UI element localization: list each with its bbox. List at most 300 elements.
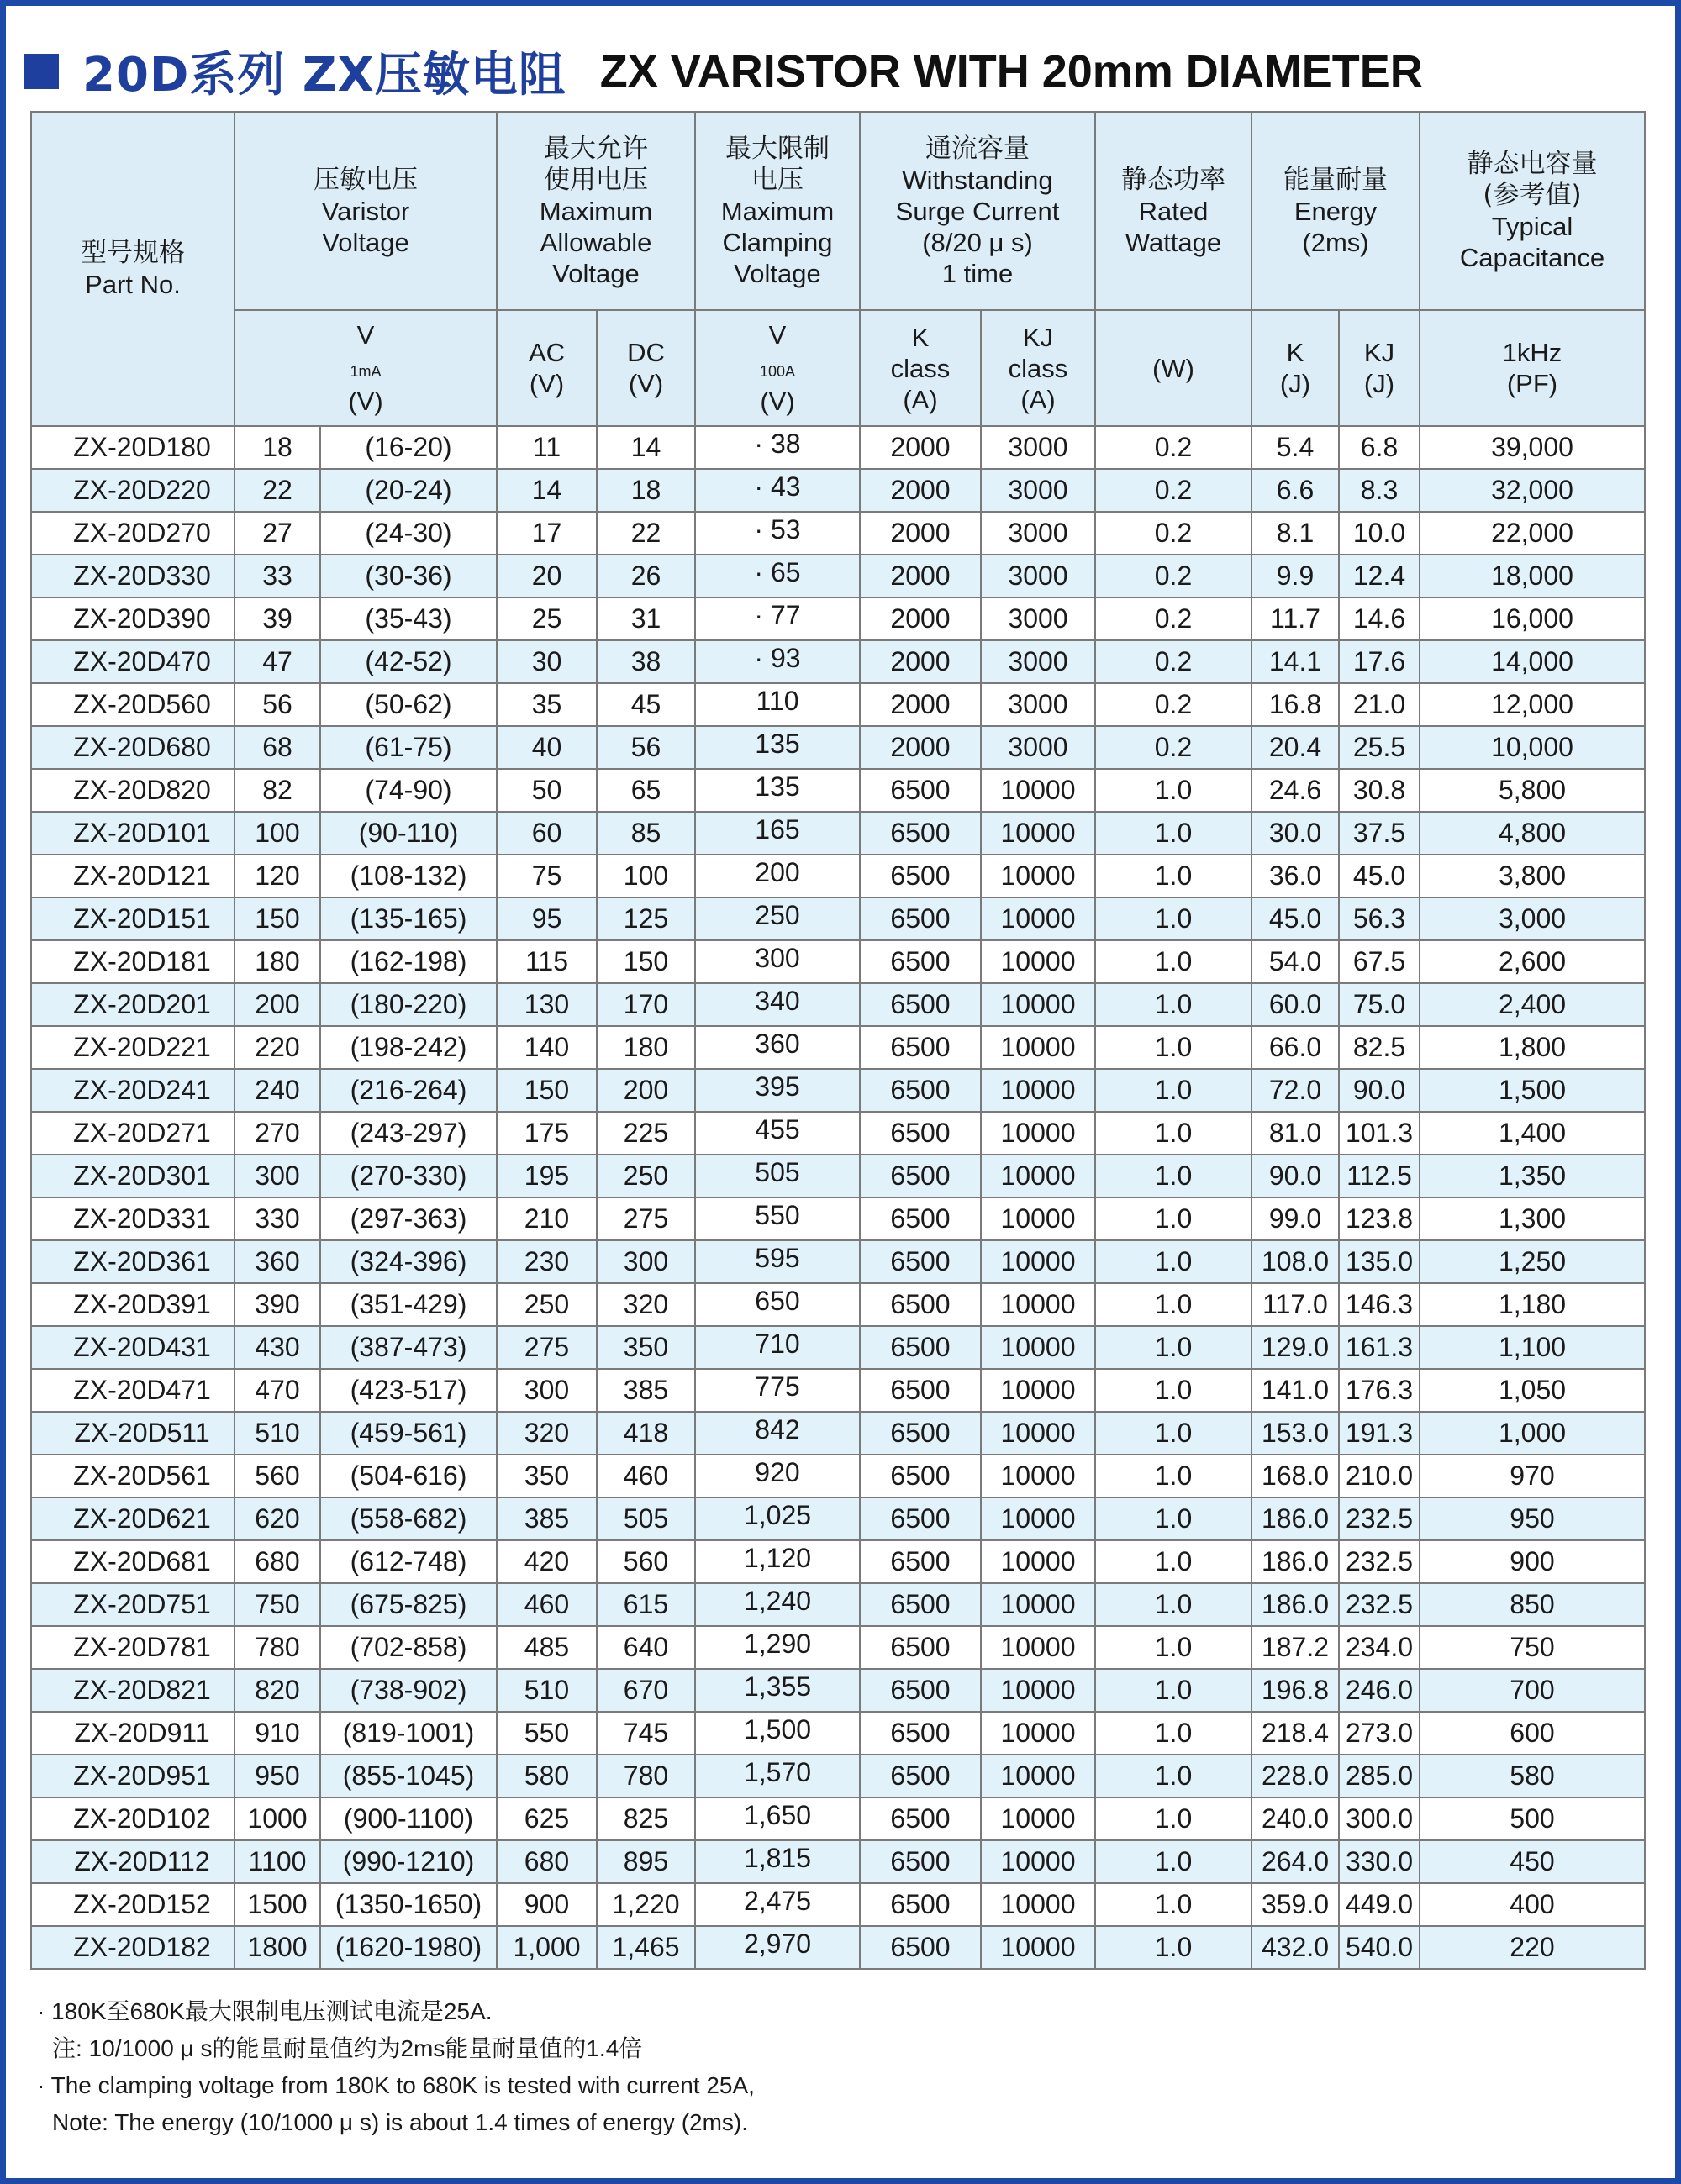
cell-voltage-range: (50-62) (320, 683, 497, 726)
cell-capacitance: 3,000 (1420, 897, 1645, 940)
cell-dc-voltage: 26 (597, 555, 695, 597)
cell-wattage: 1.0 (1095, 1283, 1252, 1326)
cell-wattage: 1.0 (1095, 1369, 1252, 1412)
cell-dc-voltage: 85 (597, 812, 695, 855)
cell-wattage: 1.0 (1095, 1326, 1252, 1369)
cell-dc-voltage: 170 (597, 983, 695, 1026)
cell-energy-kj: 21.0 (1339, 683, 1420, 726)
cell-capacitance: 950 (1420, 1497, 1645, 1540)
cell-dc-voltage: 150 (597, 940, 695, 983)
cell-surge-kj: 10000 (981, 1155, 1095, 1197)
table-row (31, 1883, 1645, 1926)
cell-ac-voltage: 350 (497, 1455, 597, 1497)
cell-capacitance: 970 (1420, 1455, 1645, 1497)
header-surge-current: 通流容量 Withstanding Surge Current (8/20 μ s) 1 time (860, 112, 1095, 310)
cell-surge-k: 6500 (860, 1455, 981, 1497)
cell-energy-k: 81.0 (1252, 1112, 1339, 1155)
cell-part-no: ZX-20D781 (31, 1626, 234, 1669)
cell-energy-kj: 75.0 (1339, 983, 1420, 1026)
cell-ac-voltage: 40 (497, 726, 597, 769)
cell-surge-kj: 10000 (981, 1712, 1095, 1755)
cell-surge-kj: 10000 (981, 1455, 1095, 1497)
cell-ac-voltage: 1,000 (497, 1926, 597, 1969)
table-row (31, 640, 1645, 683)
table-row (31, 1540, 1645, 1583)
cell-energy-k: 218.4 (1252, 1712, 1339, 1755)
cell-wattage: 1.0 (1095, 1155, 1252, 1197)
cell-dc-voltage: 505 (597, 1497, 695, 1540)
cell-varistor-voltage: 780 (234, 1626, 320, 1669)
cell-surge-k: 2000 (860, 640, 981, 683)
cell-surge-k: 6500 (860, 1283, 981, 1326)
cell-surge-k: 6500 (860, 897, 981, 940)
cell-ac-voltage: 320 (497, 1412, 597, 1455)
cell-part-no: ZX-20D101 (31, 812, 234, 855)
cell-energy-kj: 449.0 (1339, 1883, 1420, 1926)
header-energy: 能量耐量 Energy (2ms) (1252, 112, 1420, 310)
cell-ac-voltage: 130 (497, 983, 597, 1026)
header-v100a: V $_{100A}$ (V) (695, 310, 860, 426)
cell-surge-k: 6500 (860, 1412, 981, 1455)
cell-surge-kj: 10000 (981, 1540, 1095, 1583)
cell-energy-kj: 82.5 (1339, 1026, 1420, 1069)
cell-capacitance: 1,000 (1420, 1412, 1645, 1455)
cell-varistor-voltage: 300 (234, 1155, 320, 1197)
cell-part-no: ZX-20D820 (31, 769, 234, 812)
cell-capacitance: 16,000 (1420, 597, 1645, 640)
cell-clamping-voltage: 250 (695, 897, 860, 940)
cell-capacitance: 2,600 (1420, 940, 1645, 983)
cell-clamping-voltage: 775 (695, 1369, 860, 1412)
cell-clamping-voltage: · 43 (695, 469, 860, 512)
cell-ac-voltage: 550 (497, 1712, 597, 1755)
cell-surge-k: 2000 (860, 726, 981, 769)
cell-wattage: 1.0 (1095, 769, 1252, 812)
table-row (31, 726, 1645, 769)
cell-part-no: ZX-20D911 (31, 1712, 234, 1755)
cell-dc-voltage: 780 (597, 1755, 695, 1797)
cell-varistor-voltage: 1500 (234, 1883, 320, 1926)
table-row (31, 1755, 1645, 1797)
cell-dc-voltage: 300 (597, 1240, 695, 1283)
cell-varistor-voltage: 68 (234, 726, 320, 769)
cell-capacitance: 900 (1420, 1540, 1645, 1583)
cell-ac-voltage: 625 (497, 1797, 597, 1840)
page-title (24, 34, 1423, 109)
cell-surge-kj: 10000 (981, 855, 1095, 897)
cell-ac-voltage: 95 (497, 897, 597, 940)
cell-varistor-voltage: 680 (234, 1540, 320, 1583)
cell-wattage: 1.0 (1095, 1583, 1252, 1626)
cell-clamping-voltage: 1,240 (695, 1583, 860, 1626)
cell-wattage: 1.0 (1095, 1797, 1252, 1840)
cell-voltage-range: (387-473) (320, 1326, 497, 1369)
cell-part-no: ZX-20D361 (31, 1240, 234, 1283)
cell-capacitance: 1,300 (1420, 1197, 1645, 1240)
cell-surge-k: 2000 (860, 555, 981, 597)
cell-surge-kj: 10000 (981, 1412, 1095, 1455)
cell-voltage-range: (351-429) (320, 1283, 497, 1326)
cell-energy-kj: 112.5 (1339, 1155, 1420, 1197)
cell-wattage: 0.2 (1095, 683, 1252, 726)
cell-part-no: ZX-20D951 (31, 1755, 234, 1797)
cell-surge-k: 6500 (860, 1883, 981, 1926)
cell-capacitance: 1,400 (1420, 1112, 1645, 1155)
cell-capacitance: 220 (1420, 1926, 1645, 1969)
cell-energy-kj: 232.5 (1339, 1497, 1420, 1540)
table-row (31, 769, 1645, 812)
cell-surge-kj: 10000 (981, 769, 1095, 812)
cell-wattage: 1.0 (1095, 983, 1252, 1026)
cell-capacitance: 600 (1420, 1712, 1645, 1755)
cell-varistor-voltage: 270 (234, 1112, 320, 1155)
cell-surge-kj: 10000 (981, 940, 1095, 983)
cell-part-no: ZX-20D681 (31, 1540, 234, 1583)
cell-clamping-voltage: 550 (695, 1197, 860, 1240)
header-surge-kj-class: KJ class (A) (981, 310, 1095, 426)
cell-clamping-voltage: 360 (695, 1026, 860, 1069)
cell-clamping-voltage: 300 (695, 940, 860, 983)
cell-voltage-range: (162-198) (320, 940, 497, 983)
cell-dc-voltage: 65 (597, 769, 695, 812)
cell-energy-kj: 273.0 (1339, 1712, 1420, 1755)
cell-wattage: 1.0 (1095, 1412, 1252, 1455)
cell-wattage: 1.0 (1095, 1712, 1252, 1755)
cell-ac-voltage: 17 (497, 512, 597, 555)
title-chinese: 20D系列 ZX压敏电阻 (82, 48, 566, 103)
cell-varistor-voltage: 27 (234, 512, 320, 555)
cell-energy-kj: 6.8 (1339, 426, 1420, 469)
cell-clamping-voltage: 135 (695, 769, 860, 812)
cell-voltage-range: (135-165) (320, 897, 497, 940)
cell-surge-kj: 10000 (981, 1369, 1095, 1412)
cell-energy-k: 196.8 (1252, 1669, 1339, 1712)
cell-energy-k: 108.0 (1252, 1240, 1339, 1283)
cell-part-no: ZX-20D680 (31, 726, 234, 769)
cell-surge-kj: 3000 (981, 426, 1095, 469)
cell-capacitance: 1,800 (1420, 1026, 1645, 1069)
cell-part-no: ZX-20D470 (31, 640, 234, 683)
cell-energy-kj: 232.5 (1339, 1540, 1420, 1583)
cell-varistor-voltage: 910 (234, 1712, 320, 1755)
cell-dc-voltage: 180 (597, 1026, 695, 1069)
cell-wattage: 1.0 (1095, 855, 1252, 897)
cell-varistor-voltage: 750 (234, 1583, 320, 1626)
cell-energy-k: 186.0 (1252, 1540, 1339, 1583)
cell-surge-kj: 3000 (981, 469, 1095, 512)
cell-varistor-voltage: 390 (234, 1283, 320, 1326)
header-row-2 (31, 310, 1645, 426)
cell-clamping-voltage: 1,500 (695, 1712, 860, 1755)
header-varistor-voltage: 压敏电压 Varistor Voltage (234, 112, 497, 310)
cell-surge-k: 6500 (860, 983, 981, 1026)
cell-ac-voltage: 20 (497, 555, 597, 597)
cell-capacitance: 12,000 (1420, 683, 1645, 726)
cell-surge-kj: 10000 (981, 1669, 1095, 1712)
cell-varistor-voltage: 120 (234, 855, 320, 897)
cell-varistor-voltage: 360 (234, 1240, 320, 1283)
cell-energy-kj: 30.8 (1339, 769, 1420, 812)
cell-wattage: 1.0 (1095, 1626, 1252, 1669)
cell-surge-kj: 10000 (981, 1840, 1095, 1883)
cell-voltage-range: (35-43) (320, 597, 497, 640)
cell-capacitance: 10,000 (1420, 726, 1645, 769)
header-typical-capacitance: 静态电容量 (参考值) Typical Capacitance (1420, 112, 1645, 310)
table-row (31, 1326, 1645, 1369)
cell-clamping-voltage: 710 (695, 1326, 860, 1369)
cell-dc-voltage: 640 (597, 1626, 695, 1669)
cell-ac-voltage: 35 (497, 683, 597, 726)
cell-surge-k: 6500 (860, 1497, 981, 1540)
cell-energy-kj: 90.0 (1339, 1069, 1420, 1112)
cell-part-no: ZX-20D180 (31, 426, 234, 469)
cell-clamping-voltage: 110 (695, 683, 860, 726)
cell-ac-voltage: 115 (497, 940, 597, 983)
cell-varistor-voltage: 180 (234, 940, 320, 983)
cell-dc-voltage: 275 (597, 1197, 695, 1240)
cell-surge-k: 6500 (860, 1797, 981, 1840)
cell-part-no: ZX-20D201 (31, 983, 234, 1026)
cell-energy-k: 8.1 (1252, 512, 1339, 555)
cell-energy-k: 168.0 (1252, 1455, 1339, 1497)
cell-ac-voltage: 75 (497, 855, 597, 897)
cell-surge-kj: 10000 (981, 983, 1095, 1026)
table-row (31, 1155, 1645, 1197)
cell-dc-voltage: 895 (597, 1840, 695, 1883)
cell-energy-kj: 300.0 (1339, 1797, 1420, 1840)
cell-voltage-range: (16-20) (320, 426, 497, 469)
cell-surge-k: 6500 (860, 1369, 981, 1412)
cell-surge-kj: 10000 (981, 1026, 1095, 1069)
cell-varistor-voltage: 510 (234, 1412, 320, 1455)
cell-varistor-voltage: 820 (234, 1669, 320, 1712)
table-row (31, 1840, 1645, 1883)
cell-dc-voltage: 45 (597, 683, 695, 726)
cell-wattage: 0.2 (1095, 726, 1252, 769)
cell-energy-kj: 12.4 (1339, 555, 1420, 597)
cell-energy-k: 5.4 (1252, 426, 1339, 469)
cell-clamping-voltage: 1,815 (695, 1840, 860, 1883)
cell-ac-voltage: 420 (497, 1540, 597, 1583)
cell-varistor-voltage: 1000 (234, 1797, 320, 1840)
cell-varistor-voltage: 18 (234, 426, 320, 469)
table-row (31, 1069, 1645, 1112)
cell-dc-voltage: 418 (597, 1412, 695, 1455)
cell-capacitance: 850 (1420, 1583, 1645, 1626)
cell-ac-voltage: 580 (497, 1755, 597, 1797)
cell-voltage-range: (819-1001) (320, 1712, 497, 1755)
cell-dc-voltage: 225 (597, 1112, 695, 1155)
cell-voltage-range: (702-858) (320, 1626, 497, 1669)
cell-capacitance: 14,000 (1420, 640, 1645, 683)
table-row (31, 1712, 1645, 1755)
table-row (31, 940, 1645, 983)
cell-dc-voltage: 615 (597, 1583, 695, 1626)
cell-ac-voltage: 11 (497, 426, 597, 469)
spec-table-body (31, 426, 1645, 1969)
footnote-en-energy: Note: The energy (10/1000 μ s) is about 1.4 times of energy (2ms). (52, 2109, 749, 2135)
cell-energy-kj: 37.5 (1339, 812, 1420, 855)
cell-wattage: 1.0 (1095, 1112, 1252, 1155)
cell-clamping-voltage: · 77 (695, 597, 860, 640)
header-energy-k: K (J) (1252, 310, 1339, 426)
cell-voltage-range: (324-396) (320, 1240, 497, 1283)
cell-varistor-voltage: 100 (234, 812, 320, 855)
cell-wattage: 1.0 (1095, 1883, 1252, 1926)
cell-ac-voltage: 900 (497, 1883, 597, 1926)
cell-ac-voltage: 230 (497, 1240, 597, 1283)
cell-clamping-voltage: 505 (695, 1155, 860, 1197)
table-row (31, 1797, 1645, 1840)
table-row (31, 983, 1645, 1026)
cell-wattage: 0.2 (1095, 512, 1252, 555)
table-row (31, 1112, 1645, 1155)
cell-surge-kj: 3000 (981, 640, 1095, 683)
cell-varistor-voltage: 470 (234, 1369, 320, 1412)
cell-wattage: 1.0 (1095, 897, 1252, 940)
cell-energy-k: 45.0 (1252, 897, 1339, 940)
cell-capacitance: 1,050 (1420, 1369, 1645, 1412)
cell-wattage: 1.0 (1095, 1840, 1252, 1883)
cell-dc-voltage: 350 (597, 1326, 695, 1369)
cell-part-no: ZX-20D220 (31, 469, 234, 512)
cell-clamping-voltage: 1,355 (695, 1669, 860, 1712)
cell-part-no: ZX-20D301 (31, 1155, 234, 1197)
cell-dc-voltage: 22 (597, 512, 695, 555)
table-row (31, 597, 1645, 640)
table-row (31, 469, 1645, 512)
cell-capacitance: 1,350 (1420, 1155, 1645, 1197)
cell-capacitance: 450 (1420, 1840, 1645, 1883)
cell-clamping-voltage: 1,290 (695, 1626, 860, 1669)
header-wattage-unit: (W) (1095, 310, 1252, 426)
cell-surge-kj: 10000 (981, 1326, 1095, 1369)
cell-varistor-voltage: 82 (234, 769, 320, 812)
cell-clamping-voltage: 1,570 (695, 1755, 860, 1797)
cell-part-no: ZX-20D331 (31, 1197, 234, 1240)
header-surge-k-class: K class (A) (860, 310, 981, 426)
cell-energy-kj: 67.5 (1339, 940, 1420, 983)
cell-ac-voltage: 140 (497, 1026, 597, 1069)
cell-part-no: ZX-20D751 (31, 1583, 234, 1626)
cell-voltage-range: (1620-1980) (320, 1926, 497, 1969)
cell-energy-kj: 330.0 (1339, 1840, 1420, 1883)
table-row (31, 1583, 1645, 1626)
cell-surge-k: 6500 (860, 855, 981, 897)
cell-surge-k: 6500 (860, 812, 981, 855)
cell-surge-kj: 3000 (981, 512, 1095, 555)
cell-surge-kj: 10000 (981, 1283, 1095, 1326)
cell-surge-k: 6500 (860, 1240, 981, 1283)
cell-energy-k: 432.0 (1252, 1926, 1339, 1969)
cell-energy-k: 20.4 (1252, 726, 1339, 769)
cell-energy-k: 186.0 (1252, 1497, 1339, 1540)
cell-capacitance: 1,100 (1420, 1326, 1645, 1369)
cell-dc-voltage: 670 (597, 1669, 695, 1712)
cell-energy-kj: 10.0 (1339, 512, 1420, 555)
cell-dc-voltage: 460 (597, 1455, 695, 1497)
cell-capacitance: 500 (1420, 1797, 1645, 1840)
table-row (31, 1926, 1645, 1969)
cell-wattage: 1.0 (1095, 940, 1252, 983)
cell-energy-k: 187.2 (1252, 1626, 1339, 1669)
table-row (31, 1197, 1645, 1240)
cell-voltage-range: (216-264) (320, 1069, 497, 1112)
cell-energy-k: 11.7 (1252, 597, 1339, 640)
cell-wattage: 1.0 (1095, 1540, 1252, 1583)
cell-clamping-voltage: 1,650 (695, 1797, 860, 1840)
cell-voltage-range: (180-220) (320, 983, 497, 1026)
cell-part-no: ZX-20D431 (31, 1326, 234, 1369)
footnotes (37, 1993, 755, 2141)
cell-voltage-range: (297-363) (320, 1197, 497, 1240)
cell-surge-kj: 3000 (981, 555, 1095, 597)
cell-ac-voltage: 30 (497, 640, 597, 683)
cell-surge-k: 2000 (860, 597, 981, 640)
cell-part-no: ZX-20D821 (31, 1669, 234, 1712)
cell-surge-kj: 10000 (981, 1583, 1095, 1626)
cell-energy-k: 16.8 (1252, 683, 1339, 726)
cell-surge-k: 6500 (860, 1155, 981, 1197)
cell-wattage: 1.0 (1095, 1069, 1252, 1112)
cell-ac-voltage: 50 (497, 769, 597, 812)
cell-varistor-voltage: 47 (234, 640, 320, 683)
table-row (31, 1240, 1645, 1283)
table-row (31, 1497, 1645, 1540)
cell-voltage-range: (504-616) (320, 1455, 497, 1497)
cell-surge-kj: 10000 (981, 1755, 1095, 1797)
cell-energy-kj: 101.3 (1339, 1112, 1420, 1155)
cell-voltage-range: (612-748) (320, 1540, 497, 1583)
cell-clamping-voltage: 455 (695, 1112, 860, 1155)
cell-clamping-voltage: · 53 (695, 512, 860, 555)
cell-energy-kj: 8.3 (1339, 469, 1420, 512)
header-capacitance-unit: 1kHz (PF) (1420, 310, 1645, 426)
header-part-no: 型号规格 Part No. (31, 112, 234, 426)
table-row (31, 683, 1645, 726)
cell-dc-voltage: 31 (597, 597, 695, 640)
cell-voltage-range: (74-90) (320, 769, 497, 812)
cell-surge-k: 2000 (860, 683, 981, 726)
cell-clamping-voltage: 650 (695, 1283, 860, 1326)
cell-capacitance: 700 (1420, 1669, 1645, 1712)
cell-energy-kj: 25.5 (1339, 726, 1420, 769)
cell-varistor-voltage: 560 (234, 1455, 320, 1497)
cell-surge-kj: 10000 (981, 1626, 1095, 1669)
cell-capacitance: 39,000 (1420, 426, 1645, 469)
cell-energy-kj: 285.0 (1339, 1755, 1420, 1797)
cell-clamping-voltage: 135 (695, 726, 860, 769)
cell-energy-kj: 246.0 (1339, 1669, 1420, 1712)
cell-surge-kj: 10000 (981, 1797, 1095, 1840)
cell-varistor-voltage: 56 (234, 683, 320, 726)
cell-clamping-voltage: · 65 (695, 555, 860, 597)
cell-voltage-range: (738-902) (320, 1669, 497, 1712)
cell-ac-voltage: 250 (497, 1283, 597, 1326)
footnote-en-clamping: · The clamping voltage from 180K to 680K is tested with current 25A, (37, 2072, 755, 2098)
table-row (31, 1283, 1645, 1326)
cell-part-no: ZX-20D270 (31, 512, 234, 555)
cell-surge-k: 6500 (860, 1669, 981, 1712)
cell-surge-k: 6500 (860, 1583, 981, 1626)
cell-wattage: 1.0 (1095, 1240, 1252, 1283)
cell-wattage: 1.0 (1095, 1455, 1252, 1497)
cell-dc-voltage: 18 (597, 469, 695, 512)
cell-varistor-voltage: 22 (234, 469, 320, 512)
cell-energy-kj: 45.0 (1339, 855, 1420, 897)
cell-part-no: ZX-20D390 (31, 597, 234, 640)
cell-surge-kj: 10000 (981, 1197, 1095, 1240)
